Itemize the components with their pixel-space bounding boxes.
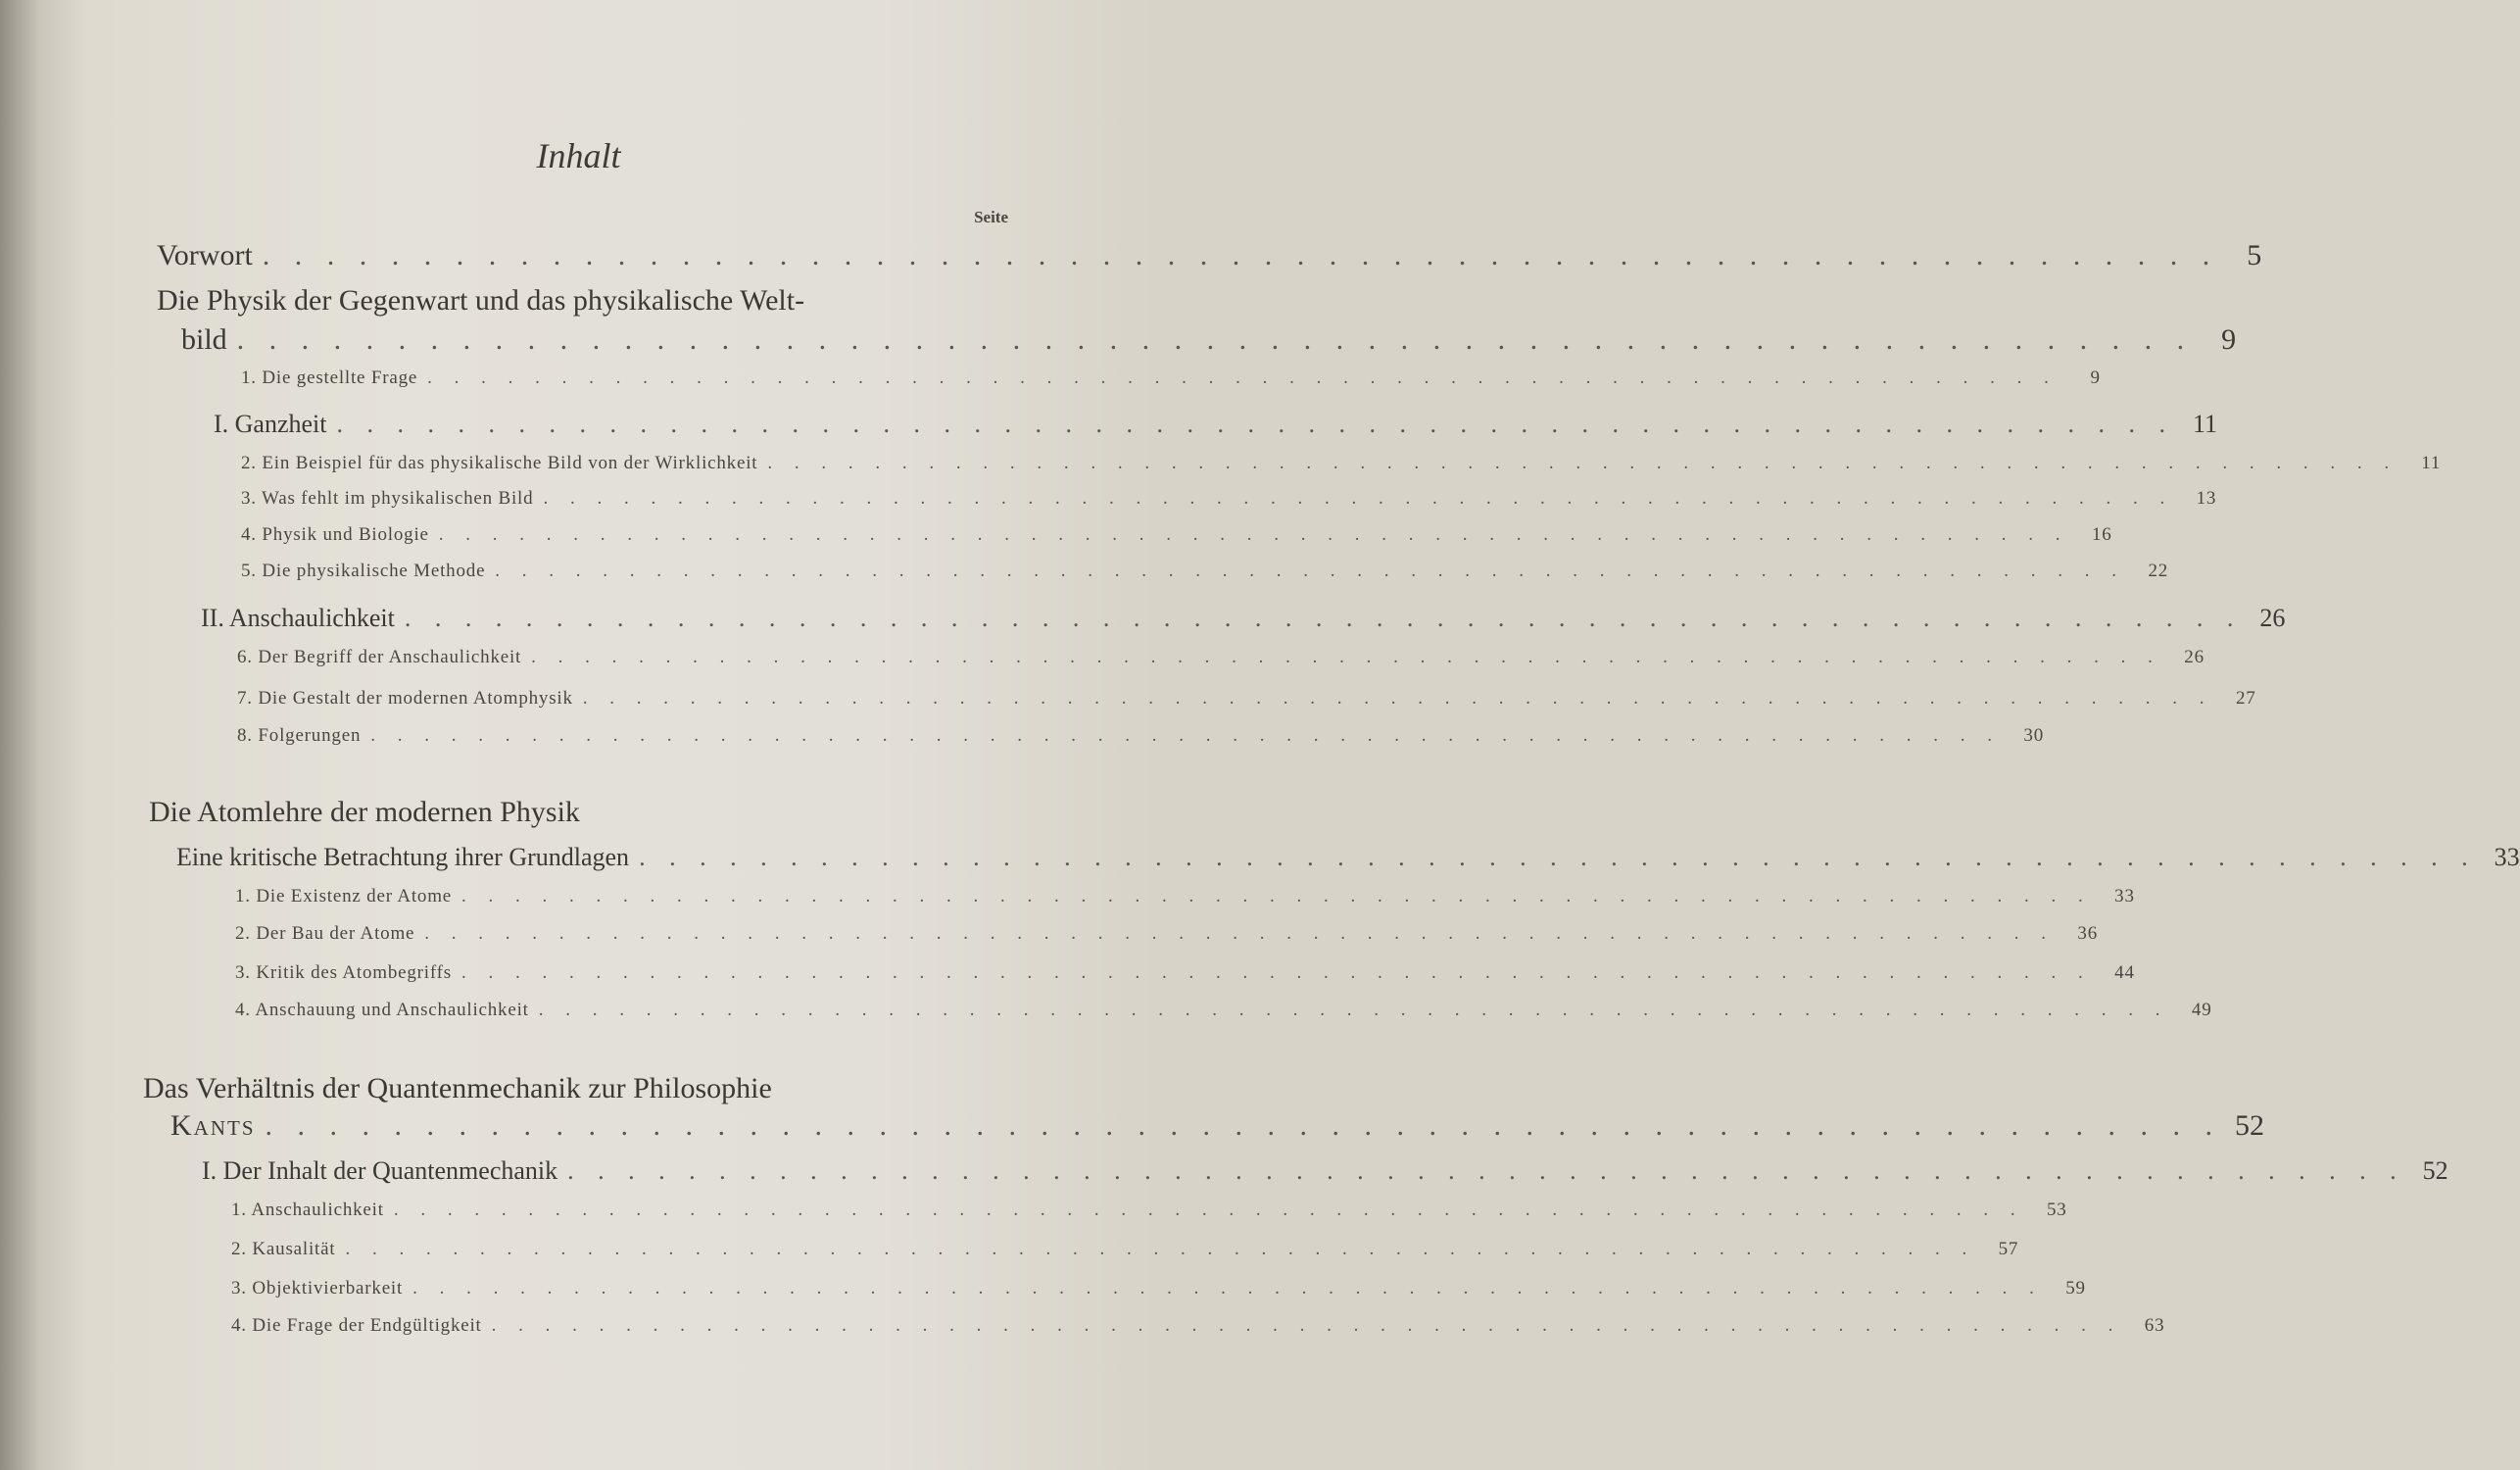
toc-page-number: 36 [2077,923,2099,944]
toc-entry [235,962,2135,984]
toc-label: 3. Was fehlt im physikalischen Bild [241,488,534,509]
dot-leader: . . . . . . . . . . . . . . . . . . . . . . . . . . . . . . . . . . . . . . . . . . . . . . . . . . . . . . . . . . . . . [639,843,2477,871]
toc-page-number: 52 [2235,1109,2265,1142]
toc-label: 1. Anschaulichkeit [231,1200,384,1220]
toc-entry [231,1315,2165,1337]
page-column-label: Seite [974,208,1008,226]
dot-leader: . . . . . . . . . . . . . . . . . . . . . . . . . . . . . . . . . . . . . . . . . . . . . . . . . . . . . . . . . . . . . [543,488,2174,509]
toc-label: 1. Die gestellte Frage [241,368,418,388]
toc-page-number: 59 [2065,1278,2086,1298]
toc-entry [241,524,2112,546]
toc-label: 7. Die Gestalt der modernen Atomphysik [237,688,573,709]
toc-page-number: 9 [2221,323,2237,356]
toc-entry-kants [170,1109,2265,1143]
toc-page-number: 53 [2046,1200,2067,1220]
toc-page-number: 30 [2023,725,2044,746]
dot-leader: . . . . . . . . . . . . . . . . . . . . . . . . . . . . . . . . . . . . . . . . . . . . . . . . . . . . . . . . . . . . . [461,886,2092,906]
toc-label: 3. Objektivierbarkeit [231,1278,404,1298]
toc-label: Eine kritische Betrachtung ihrer Grundlagen [176,843,630,871]
toc-label: 2. Ein Beispiel für das physikalische Bild von der Wirklichkeit [241,453,758,473]
dot-leader: . . . . . . . . . . . . . . . . . . . . . . . . . . . . . . . . . . . . . . . . . . . . . . . . . . . . . . . . . . . . . [491,1315,2122,1336]
toc-entry-atomlehre-sub [176,843,2520,872]
toc-label: 5. Die physikalische Methode [241,561,486,581]
page-title: Inhalt [536,136,621,175]
toc-label: bild [181,323,227,356]
toc-label: 8. Folgerungen [237,725,362,746]
toc-entry [241,488,2217,510]
toc-entry-anschaulichkeit [201,604,2286,633]
toc-page-number: 9 [2090,368,2101,388]
dot-leader: . . . . . . . . . . . . . . . . . . . . . . . . . . . . . . . . . . . . . . . . . . . . . . . . . . . . . . . . . . . . . [538,1000,2169,1020]
dot-leader: . . . . . . . . . . . . . . . . . . . . . . . . . . . . . . . . . . . . . . . . . . . . . . . . . . . . . . . . . . . . . [531,647,2161,667]
dot-leader: . . . . . . . . . . . . . . . . . . . . . . . . . . . . . . . . . . . . . . . . . . . . . . . . . . . . . . . . . . . . . [345,1239,1976,1259]
toc-label: 4. Anschauung und Anschaulichkeit [235,1000,529,1020]
toc-label: 1. Die Existenz der Atome [235,886,453,906]
toc-entry [241,453,2442,474]
toc-entry [235,886,2135,907]
toc-page-number: 63 [2144,1315,2165,1336]
dot-leader: . . . . . . . . . . . . . . . . . . . . . . . . . . . . . . . . . . . . . . . . . . . . . . . . . . . . . . . . . . . . . [236,323,2194,356]
toc-entry [235,923,2099,945]
dot-leader: . . . . . . . . . . . . . . . . . . . . . . . . . . . . . . . . . . . . . . . . . . . . . . . . . . . . . . . . . . . . . [262,239,2219,271]
toc-page-number: 49 [2191,1000,2212,1020]
toc-entry [241,561,2169,582]
section-heading-physik: Die Physik der Gegenwart und das physikalische Welt- [157,284,805,317]
toc-label: 2. Der Bau der Atome [235,923,415,944]
toc-page-number: 33 [2114,886,2135,906]
toc-page-number: 13 [2196,488,2217,509]
dot-leader: . . . . . . . . . . . . . . . . . . . . . . . . . . . . . . . . . . . . . . . . . . . . . . . . . . . . . . . . . . . . . [567,1156,2405,1185]
dot-leader: . . . . . . . . . . . . . . . . . . . . . . . . . . . . . . . . . . . . . . . . . . . . . . . . . . . . . . . . . . . . . [767,453,2399,473]
toc-page-number: 11 [2192,410,2218,438]
toc-page-number: 52 [2422,1156,2448,1185]
toc-entry [231,1200,2067,1221]
toc-entry-vorwort [157,239,2262,272]
toc-label: 2. Kausalität [231,1239,336,1259]
toc-entry-inhalt-quantenmechanik [202,1156,2448,1186]
toc-label: 3. Kritik des Atombegriffs [235,962,452,983]
toc-entry [241,368,2101,389]
toc-page-number: 22 [2148,561,2169,581]
section-heading-atomlehre: Die Atomlehre der modernen Physik [149,796,580,828]
toc-page-number: 16 [2091,524,2112,545]
toc-label: I. Der Inhalt der Quantenmechanik [202,1156,558,1185]
dot-leader: . . . . . . . . . . . . . . . . . . . . . . . . . . . . . . . . . . . . . . . . . . . . . . . . . . . . . . . . . . . . . [582,688,2213,709]
toc-entry [237,688,2256,710]
toc-entry [237,647,2205,668]
dot-leader: . . . . . . . . . . . . . . . . . . . . . . . . . . . . . . . . . . . . . . . . . . . . . . . . . . . . . . . . . . . . . [461,962,2092,983]
dot-leader: . . . . . . . . . . . . . . . . . . . . . . . . . . . . . . . . . . . . . . . . . . . . . . . . . . . . . . . . . . . . . [265,1109,2222,1142]
dot-leader: . . . . . . . . . . . . . . . . . . . . . . . . . . . . . . . . . . . . . . . . . . . . . . . . . . . . . . . . . . . . . [495,561,2126,581]
dot-leader: . . . . . . . . . . . . . . . . . . . . . . . . . . . . . . . . . . . . . . . . . . . . . . . . . . . . . . . . . . . . . [404,604,2243,632]
toc-page-number: 44 [2114,962,2135,983]
toc-label: Kants [170,1109,256,1142]
toc-entry [231,1278,2086,1299]
toc-entry-physik-bild [181,323,2237,357]
toc-page-number: 26 [2259,604,2286,632]
toc-page-number: 57 [1998,1239,2019,1259]
toc-label: 4. Die Frage der Endgültigkeit [231,1315,482,1336]
dot-leader: . . . . . . . . . . . . . . . . . . . . . . . . . . . . . . . . . . . . . . . . . . . . . . . . . . . . . . . . . . . . . [370,725,2001,746]
toc-label: 4. Physik und Biologie [241,524,429,545]
toc-label: Vorwort [157,239,253,271]
toc-entry [237,725,2044,747]
toc-page-number: 5 [2247,239,2262,271]
toc-entry-ganzheit [214,410,2218,439]
dot-leader: . . . . . . . . . . . . . . . . . . . . . . . . . . . . . . . . . . . . . . . . . . . . . . . . . . . . . . . . . . . . . [438,524,2069,545]
section-heading-quantenmechanik: Das Verhältnis der Quantenmechanik zur Philosophie [143,1072,772,1104]
dot-leader: . . . . . . . . . . . . . . . . . . . . . . . . . . . . . . . . . . . . . . . . . . . . . . . . . . . . . . . . . . . . . [336,410,2175,438]
toc-label: II. Anschaulichkeit [201,604,395,632]
toc-page-number: 33 [2494,843,2520,871]
toc-page-number: 26 [2184,647,2205,667]
toc-label: I. Ganzheit [214,410,327,438]
toc-label: 6. Der Begriff der Anschaulichkeit [237,647,522,667]
toc-entry [231,1239,2019,1260]
dot-leader: . . . . . . . . . . . . . . . . . . . . . . . . . . . . . . . . . . . . . . . . . . . . . . . . . . . . . . . . . . . . . [427,368,2058,388]
toc-entry [235,1000,2212,1021]
toc-page-number: 27 [2235,688,2256,709]
toc-page-number: 11 [2421,453,2442,473]
dot-leader: . . . . . . . . . . . . . . . . . . . . . . . . . . . . . . . . . . . . . . . . . . . . . . . . . . . . . . . . . . . . . [424,923,2056,944]
dot-leader: . . . . . . . . . . . . . . . . . . . . . . . . . . . . . . . . . . . . . . . . . . . . . . . . . . . . . . . . . . . . . [393,1200,2024,1220]
dot-leader: . . . . . . . . . . . . . . . . . . . . . . . . . . . . . . . . . . . . . . . . . . . . . . . . . . . . . . . . . . . . . [412,1278,2043,1298]
